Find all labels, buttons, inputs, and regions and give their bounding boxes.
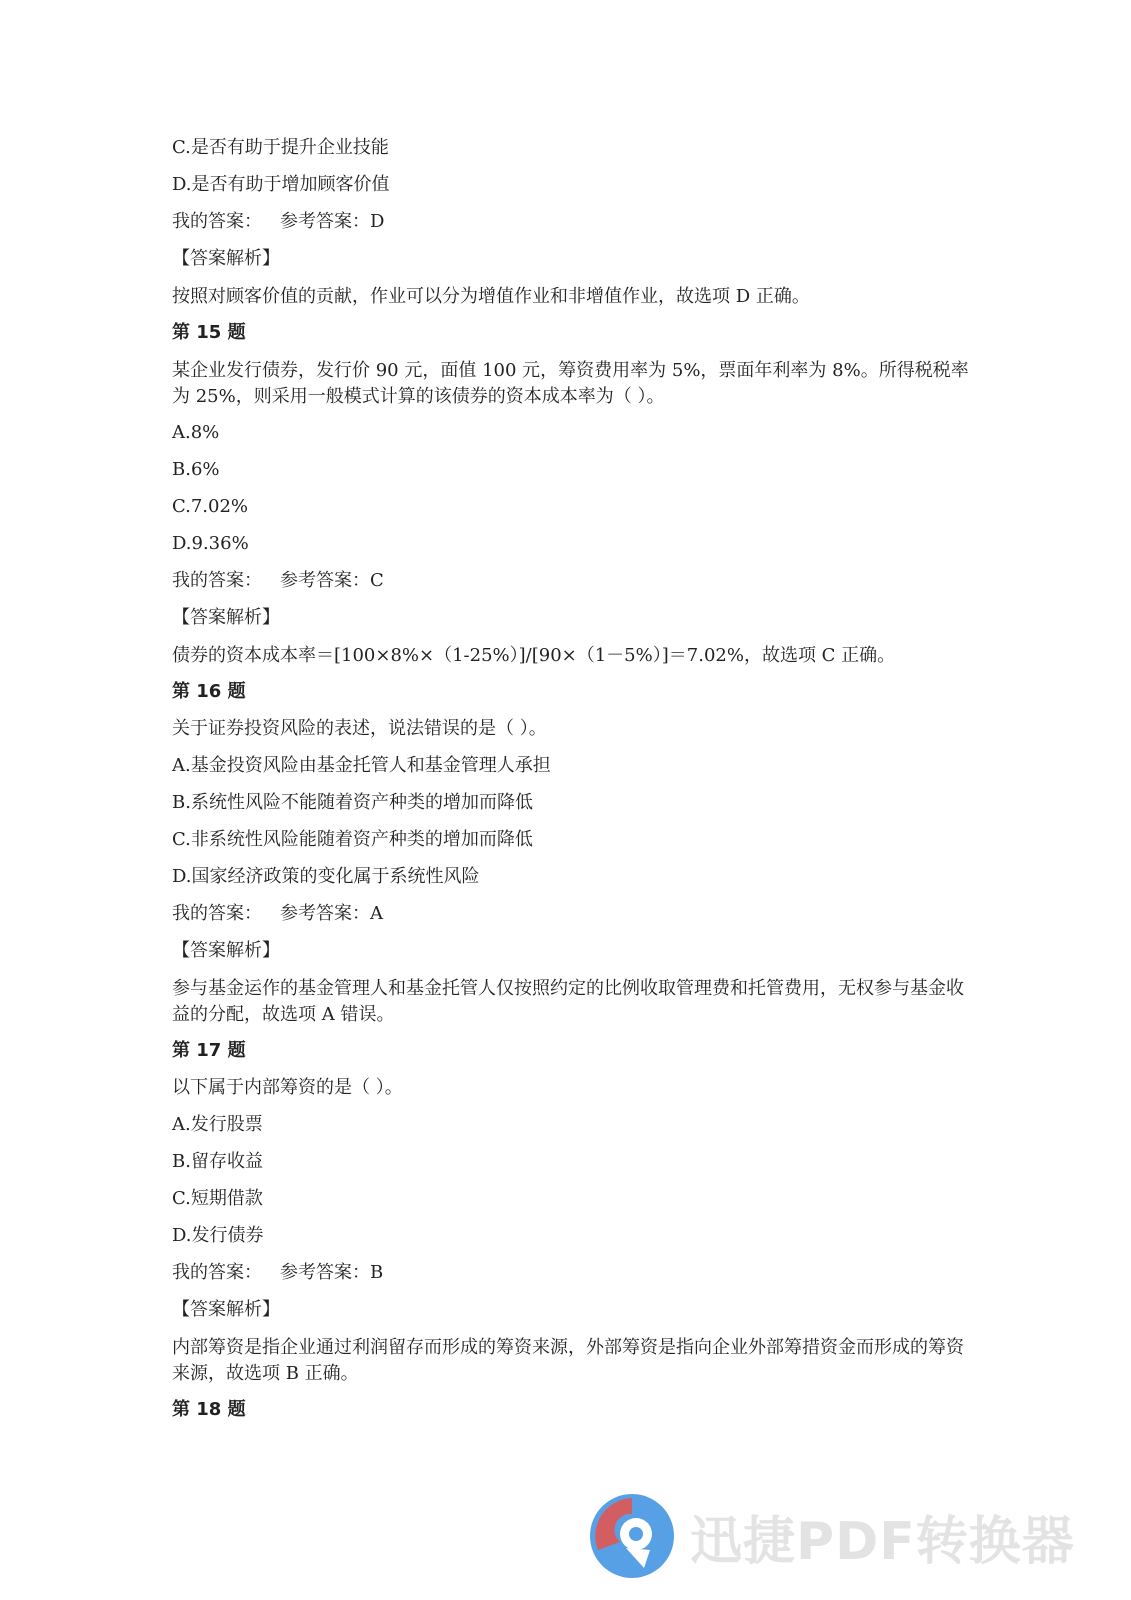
text-line: D.9.36% <box>172 533 249 554</box>
document-page <box>172 136 972 1435</box>
answer-line <box>172 569 972 593</box>
text-line: 【答案解析】 <box>172 248 280 269</box>
text-line: 【答案解析】 <box>172 940 280 961</box>
my-answer-label: 我的答案： <box>172 570 262 591</box>
text-line: B.留存收益 <box>172 1151 263 1172</box>
text-line: A.基金投资风险由基金托管人和基金管理人承担 <box>172 755 551 776</box>
question-title: 第 18 题 <box>172 1399 246 1420</box>
text-line: D.国家经济政策的变化属于系统性风险 <box>172 866 480 887</box>
question-title: 第 16 题 <box>172 681 246 702</box>
text-line: C.是否有助于提升企业技能 <box>172 137 389 158</box>
text-line: A.8% <box>172 422 220 443</box>
answer-line <box>172 210 972 234</box>
text-line: D.是否有助于增加顾客价值 <box>172 174 390 195</box>
text-paragraph: 内部筹资是指企业通过利润留存而形成的筹资来源，外部筹资是指向企业外部筹措资金而形成的筹资来源，故选项 B 正确。 <box>172 1337 964 1384</box>
my-answer-label: 我的答案： <box>172 1262 262 1283</box>
answer-line <box>172 902 972 926</box>
watermark-text: 迅捷PDF转换器 <box>690 1511 1075 1572</box>
text-line: D.发行债券 <box>172 1225 264 1246</box>
reference-answer: 参考答案：A <box>280 903 383 924</box>
watermark <box>586 1490 1075 1582</box>
text-paragraph: 某企业发行债券，发行价 90 元，面值 100 元，筹资费用率为 5%，票面年利率为 8%。所得税税率为 25%，则采用一般模式计算的该债券的资本成本率为（ ）。 <box>172 360 969 407</box>
text-paragraph: 参与基金运作的基金管理人和基金托管人仅按照约定的比例收取管理费和托管费用，无权参与基金收益的分配，故选项 A 错误。 <box>172 978 964 1025</box>
reference-answer: 参考答案：C <box>280 570 384 591</box>
watermark-logo-icon <box>586 1490 678 1582</box>
answer-line <box>172 1261 972 1285</box>
reference-answer: 参考答案：B <box>280 1262 384 1283</box>
text-line: C.短期借款 <box>172 1188 263 1209</box>
text-line: 以下属于内部筹资的是（ ）。 <box>172 1077 403 1098</box>
text-line: B.6% <box>172 459 220 480</box>
text-line: C.7.02% <box>172 496 249 517</box>
question-title: 第 15 题 <box>172 322 246 343</box>
question-title: 第 17 题 <box>172 1040 246 1061</box>
text-line: 【答案解析】 <box>172 1299 280 1320</box>
reference-answer: 参考答案：D <box>280 211 385 232</box>
text-line: A.发行股票 <box>172 1114 263 1135</box>
my-answer-label: 我的答案： <box>172 903 262 924</box>
my-answer-label: 我的答案： <box>172 211 262 232</box>
text-line: C.非系统性风险能随着资产种类的增加而降低 <box>172 829 533 850</box>
text-line: 【答案解析】 <box>172 607 280 628</box>
text-paragraph: 债券的资本成本率＝[100×8%×（1-25%）]/[90×（1－5%）]＝7.02%，故选项 C 正确。 <box>172 645 896 666</box>
text-line: B.系统性风险不能随着资产种类的增加而降低 <box>172 792 533 813</box>
text-line: 关于证券投资风险的表述，说法错误的是（ ）。 <box>172 718 547 739</box>
text-paragraph: 按照对顾客价值的贡献，作业可以分为增值作业和非增值作业，故选项 D 正确。 <box>172 286 810 307</box>
